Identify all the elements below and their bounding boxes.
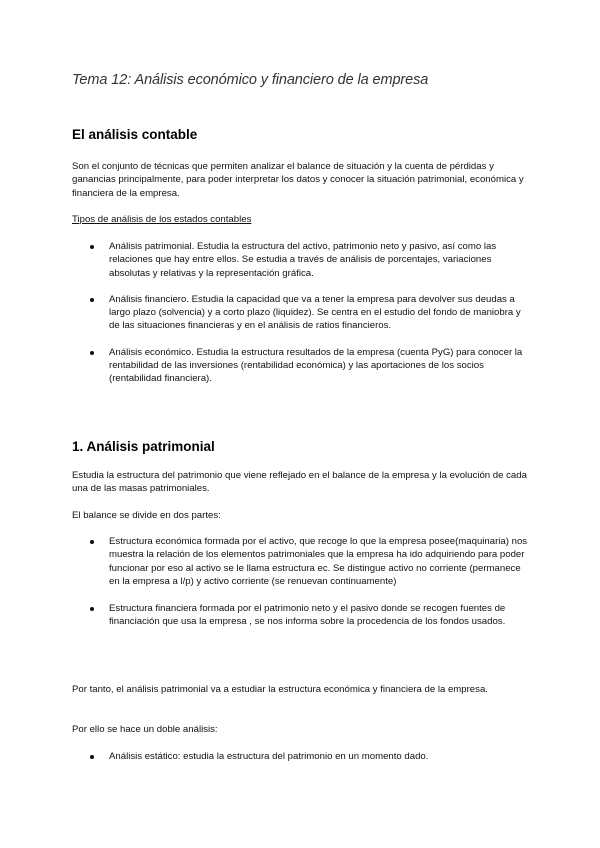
- list-item-text: Estructura financiera formada por el patrimonio neto y el pasivo donde se recogen fuentes de financiación que usa la empresa , se nos informa sobre la procedencia de los fondos usados.: [109, 603, 506, 628]
- bullet-icon: [90, 298, 94, 302]
- list-item: [0, 346, 529, 386]
- conclusion-paragraph: Por tanto, el análisis patrimonial va a estudiar la estructura económica y financiera de la empresa.: [72, 684, 488, 695]
- balance-intro-paragraph: El balance se divide en dos partes:: [72, 510, 221, 521]
- list-item: [0, 535, 529, 588]
- bullet-icon: [90, 755, 94, 759]
- list-item-text: Análisis estático: estudia la estructura del patrimonio en un momento dado.: [109, 751, 429, 762]
- section-intro-paragraph: Son el conjunto de técnicas que permiten analizar el balance de situación y la cuenta de pérdidas y ganancias principalmente, para poder interpretar los datos y conocer la situación patrimonial, económica y financiera de la empresa.: [72, 161, 524, 199]
- list-item-text: Estructura económica formada por el activo, que recoge lo que la empresa posee(maquinaria) nos muestra la relación de los elementos patrimoniales que la empresa ha ido adquiriendo para poder funcionar por eso al activo se le llama estructura ec. Se distingue activo no corriente (permanece en la empresa a l/p) y activo corriente (se renuevan continuamente): [109, 536, 528, 587]
- bullet-icon: [90, 607, 94, 611]
- list-item: [0, 293, 529, 333]
- section-heading-analisis-contable: El análisis contable: [72, 127, 198, 142]
- list-item-text: Análisis patrimonial. Estudia la estructura del activo, patrimonio neto y pasivo, así como las relaciones que hay entre ellos. Se estudia a través de análisis de porcentajes, variaciones absolutas y relativas y la representación gráfica.: [109, 241, 497, 279]
- bullet-icon: [90, 245, 94, 249]
- document-title: Tema 12: Análisis económico y financiero de la empresa: [72, 72, 429, 88]
- double-analysis-intro: Por ello se hace un doble análisis:: [72, 724, 218, 735]
- bullet-icon: [90, 540, 94, 544]
- list-item: [0, 750, 529, 763]
- subheading-tipos-analisis: Tipos de análisis de los estados contables: [72, 214, 252, 225]
- list-item-text: Análisis económico. Estudia la estructura resultados de la empresa (cuenta PyG) para conocer la rentabilidad de las inversiones (rentabilidad económica) y las aportaciones de los socios (rentabilidad financiera).: [109, 346, 523, 385]
- tipos-analisis-list: [0, 240, 600, 386]
- section-heading-analisis-patrimonial: 1. Análisis patrimonial: [72, 439, 215, 454]
- list-item-text: Análisis financiero. Estudia la capacidad que va a tener la empresa para devolver sus deudas a largo plazo (solvencia) y a corto plazo (liquidez). Se centra en el estudio del fondo de maniobra y de las situaciones financieras y en el análisis de ratios financieros.: [109, 293, 521, 332]
- patrimonial-intro-paragraph: Estudia la estructura del patrimonio que viene reflejado en el balance de la empresa y la evolución de cada una de las masas patrimoniales.: [72, 470, 527, 495]
- list-item: [0, 602, 529, 629]
- bullet-icon: [90, 351, 94, 355]
- list-item: [0, 240, 529, 280]
- balance-parts-list: [0, 535, 600, 629]
- double-analysis-list: [0, 750, 600, 763]
